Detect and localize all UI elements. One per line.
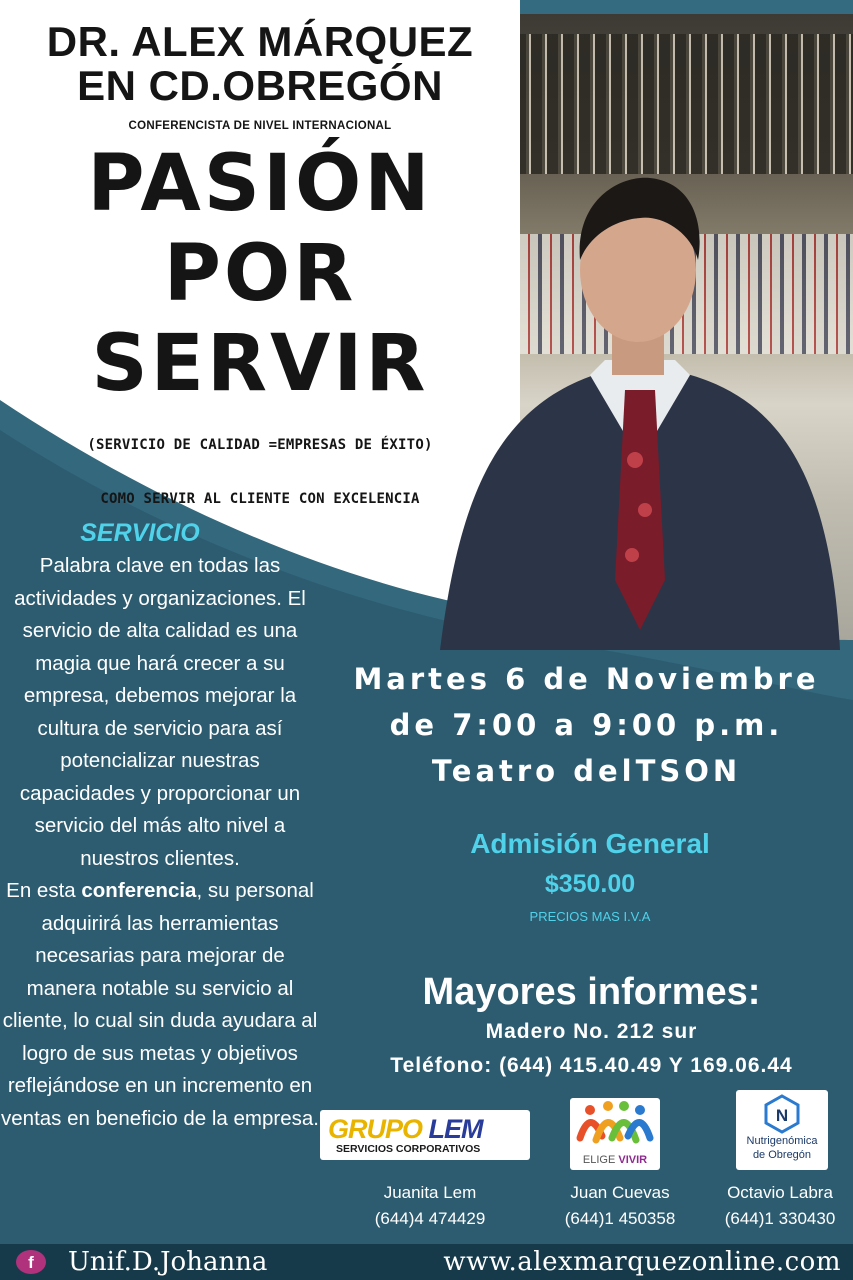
contact-name: Octavio Labra [727, 1183, 833, 1202]
info-block [330, 968, 853, 1078]
main-title-line1: PASIÓN [87, 139, 433, 229]
header-block [0, 20, 520, 510]
website-link[interactable]: www.alexmarquezonline.com [443, 1247, 841, 1277]
facebook-username[interactable]: Unif.D.Johanna [68, 1247, 268, 1277]
contact-name: Juan Cuevas [570, 1183, 670, 1202]
contact-phone: (644)1 450358 [564, 1209, 676, 1228]
main-title-line3: SERVIR [91, 319, 429, 409]
admission-block [330, 828, 850, 924]
elige-part1: ELIGE [582, 1154, 616, 1166]
elige-part2: VIVIR [618, 1154, 648, 1166]
lem-logo-text [328, 1114, 483, 1145]
contact-phone: (644)4 474429 [374, 1209, 486, 1228]
lem-part1: GRUPO [328, 1114, 423, 1144]
paragraph2-bold: conferencia [81, 879, 197, 902]
tagline-line1: (SERVICIO DE CALIDAD =EMPRESAS DE ÉXITO) [87, 437, 433, 453]
facebook-icon[interactable]: f [16, 1250, 46, 1274]
contact-3 [705, 1180, 853, 1232]
info-title: Mayores informes: [422, 971, 761, 1013]
nutrigenomica-text [736, 1134, 828, 1162]
event-details [320, 656, 853, 794]
description-heading: SERVICIO [80, 519, 200, 547]
nutri-line1: Nutrigenómica [746, 1135, 818, 1147]
paragraph2-end: , su personal adquirirá las herramientas necesarias para mejorar de manera notable su servicio al cliente, lo cual sin duda ayudara al logro de sus metas y objetivos reflejándose en un incremento en ventas en beneficio de la empresa. [1, 879, 319, 1130]
event-venue: Teatro delTSON [431, 754, 742, 788]
nutri-letter: N [775, 1106, 789, 1125]
hexagon-icon [736, 1090, 828, 1134]
speaker-name: DR. ALEX MÁRQUEZ [46, 18, 474, 65]
elige-vivir-text [570, 1154, 660, 1166]
contact-name: Juanita Lem [383, 1183, 477, 1202]
admission-note: PRECIOS MAS I.V.A [529, 909, 651, 924]
nutri-line2: de Obregón [752, 1149, 812, 1161]
event-date: Martes 6 de Noviembre [353, 662, 820, 696]
lem-part2: LEM [428, 1114, 483, 1144]
description-paragraph1: Palabra clave en todas las actividades y organizaciones. El servicio de alta calidad es una magia que hará crecer a su empresa, debemos mejorar la cultura de servicio para así potencializar nuestras capacidades y proporcionar un servicio del más alto nivel a nuestros clientes. [14, 554, 306, 870]
description-paragraph2 [0, 875, 320, 1135]
description-column [0, 516, 320, 1135]
elige-vivir-figures-icon [570, 1098, 660, 1150]
nutrigenomica-logo [736, 1090, 828, 1170]
contact-2 [540, 1180, 700, 1232]
contact-phone: (644)1 330430 [724, 1209, 836, 1228]
contact-1 [350, 1180, 510, 1232]
main-title-line2: POR [163, 229, 357, 319]
info-address: Madero No. 212 sur [485, 1020, 698, 1043]
tagline-line2: COMO SERVIR AL CLIENTE CON EXCELENCIA [100, 491, 420, 507]
admission-title: Admisión General [470, 828, 710, 859]
lem-logo-subtitle: SERVICIOS CORPORATIVOS [336, 1143, 481, 1155]
elige-vivir-logo [570, 1098, 660, 1170]
event-city: EN CD.OBREGÓN [77, 62, 443, 109]
info-phone: Teléfono: (644) 415.40.49 Y 169.06.44 [390, 1054, 793, 1077]
event-time: de 7:00 a 9:00 p.m. [389, 708, 784, 742]
paragraph2-start: En esta [6, 879, 82, 902]
footer [0, 1244, 853, 1280]
grupo-lem-logo [320, 1110, 530, 1160]
speaker-subtitle: CONFERENCISTA DE NIVEL INTERNACIONAL [128, 120, 392, 132]
admission-price: $350.00 [544, 870, 636, 898]
